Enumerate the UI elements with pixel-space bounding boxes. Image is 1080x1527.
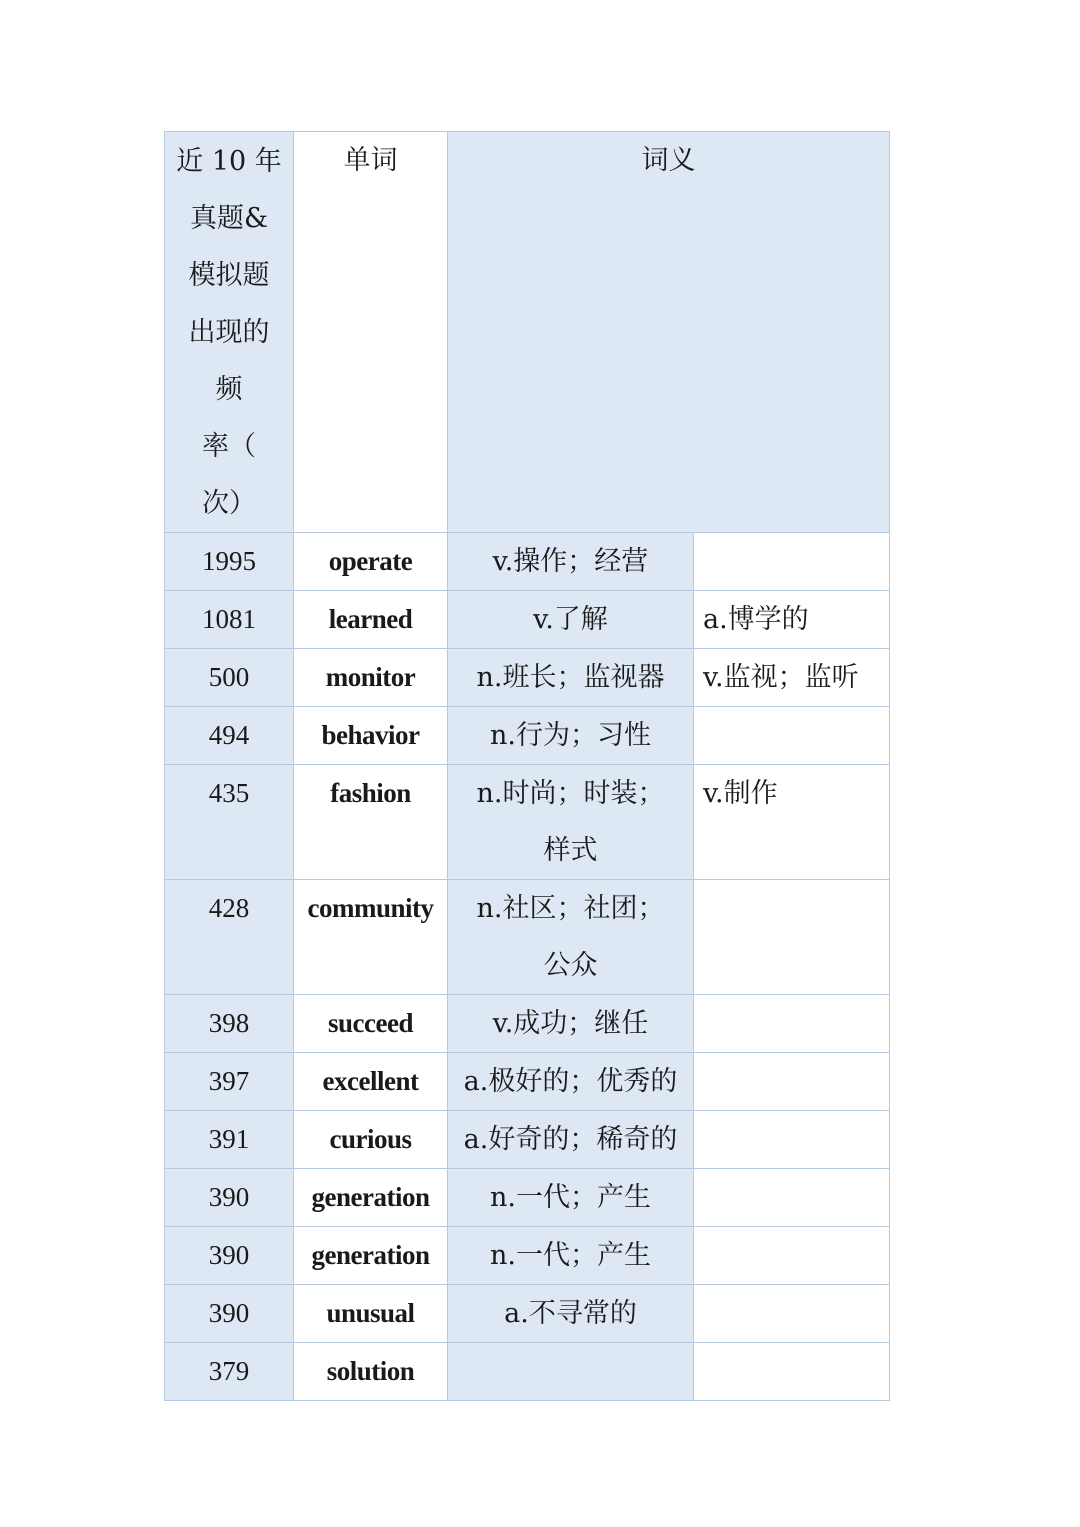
extra-meaning-cell <box>694 1053 890 1111</box>
word-cell: generation <box>294 1227 448 1285</box>
table-row <box>165 649 890 707</box>
header-frequency-line: 真题& <box>189 203 269 234</box>
meaning-cell: v.了解 <box>448 591 694 649</box>
frequency-cell: 398 <box>165 995 294 1053</box>
table-header-row <box>165 132 890 533</box>
table-row <box>165 880 890 995</box>
header-frequency-line: 模拟题 <box>188 260 270 291</box>
table-row <box>165 1053 890 1111</box>
meaning-cell: v.操作；经营 <box>448 533 694 591</box>
word-cell: behavior <box>294 707 448 765</box>
word-cell: excellent <box>294 1053 448 1111</box>
word-cell: operate <box>294 533 448 591</box>
meaning-text: n.时尚；时装；样式 <box>476 778 665 866</box>
extra-meaning-cell <box>694 1285 890 1343</box>
extra-meaning-cell <box>694 533 890 591</box>
header-frequency-line: 近 10 年 <box>176 146 282 177</box>
extra-meaning-cell <box>694 1227 890 1285</box>
table-row <box>165 765 890 880</box>
word-cell: unusual <box>294 1285 448 1343</box>
frequency-cell: 1081 <box>165 591 294 649</box>
extra-meaning-cell: v.制作 <box>694 765 890 880</box>
frequency-cell: 428 <box>165 880 294 995</box>
word-cell: curious <box>294 1111 448 1169</box>
extra-meaning-cell <box>694 995 890 1053</box>
frequency-cell: 435 <box>165 765 294 880</box>
word-cell: succeed <box>294 995 448 1053</box>
word-cell: learned <box>294 591 448 649</box>
word-cell: fashion <box>294 765 448 880</box>
table-row <box>165 591 890 649</box>
frequency-cell: 500 <box>165 649 294 707</box>
extra-meaning-cell: v.监视；监听 <box>694 649 890 707</box>
header-frequency <box>165 132 294 533</box>
extra-meaning-cell <box>694 1343 890 1401</box>
frequency-cell: 494 <box>165 707 294 765</box>
header-frequency-line: 次） <box>202 488 256 519</box>
meaning-cell <box>448 1343 694 1401</box>
frequency-cell: 397 <box>165 1053 294 1111</box>
table-row <box>165 1169 890 1227</box>
extra-meaning-cell: a.博学的 <box>694 591 890 649</box>
table-row <box>165 1111 890 1169</box>
meaning-cell <box>448 880 694 995</box>
header-meaning: 词义 <box>448 132 890 533</box>
extra-meaning-cell <box>694 707 890 765</box>
table-row <box>165 707 890 765</box>
meaning-cell: a.不寻常的 <box>448 1285 694 1343</box>
table-row <box>165 533 890 591</box>
frequency-cell: 390 <box>165 1285 294 1343</box>
header-word: 单词 <box>294 132 448 533</box>
frequency-cell: 390 <box>165 1169 294 1227</box>
word-cell: solution <box>294 1343 448 1401</box>
extra-meaning-cell <box>694 1111 890 1169</box>
table-row <box>165 995 890 1053</box>
table-row <box>165 1343 890 1401</box>
word-cell: community <box>294 880 448 995</box>
word-cell: monitor <box>294 649 448 707</box>
header-frequency-line: 率（ <box>202 431 256 462</box>
frequency-cell: 379 <box>165 1343 294 1401</box>
meaning-cell: n.一代；产生 <box>448 1169 694 1227</box>
meaning-cell: n.班长；监视器 <box>448 649 694 707</box>
table-row <box>165 1285 890 1343</box>
table-row <box>165 1227 890 1285</box>
frequency-cell: 1995 <box>165 533 294 591</box>
extra-meaning-cell <box>694 880 890 995</box>
meaning-cell <box>448 765 694 880</box>
header-frequency-line: 频 <box>215 374 243 405</box>
meaning-text: n.社区；社团；公众 <box>476 893 665 981</box>
frequency-cell: 391 <box>165 1111 294 1169</box>
vocabulary-table <box>164 131 890 1401</box>
meaning-cell: a.极好的；优秀的 <box>448 1053 694 1111</box>
meaning-cell: a.好奇的；稀奇的 <box>448 1111 694 1169</box>
meaning-cell: n.一代；产生 <box>448 1227 694 1285</box>
frequency-cell: 390 <box>165 1227 294 1285</box>
header-frequency-line: 出现的 <box>188 317 270 348</box>
meaning-cell: n.行为；习性 <box>448 707 694 765</box>
meaning-cell: v.成功；继任 <box>448 995 694 1053</box>
word-cell: generation <box>294 1169 448 1227</box>
extra-meaning-cell <box>694 1169 890 1227</box>
